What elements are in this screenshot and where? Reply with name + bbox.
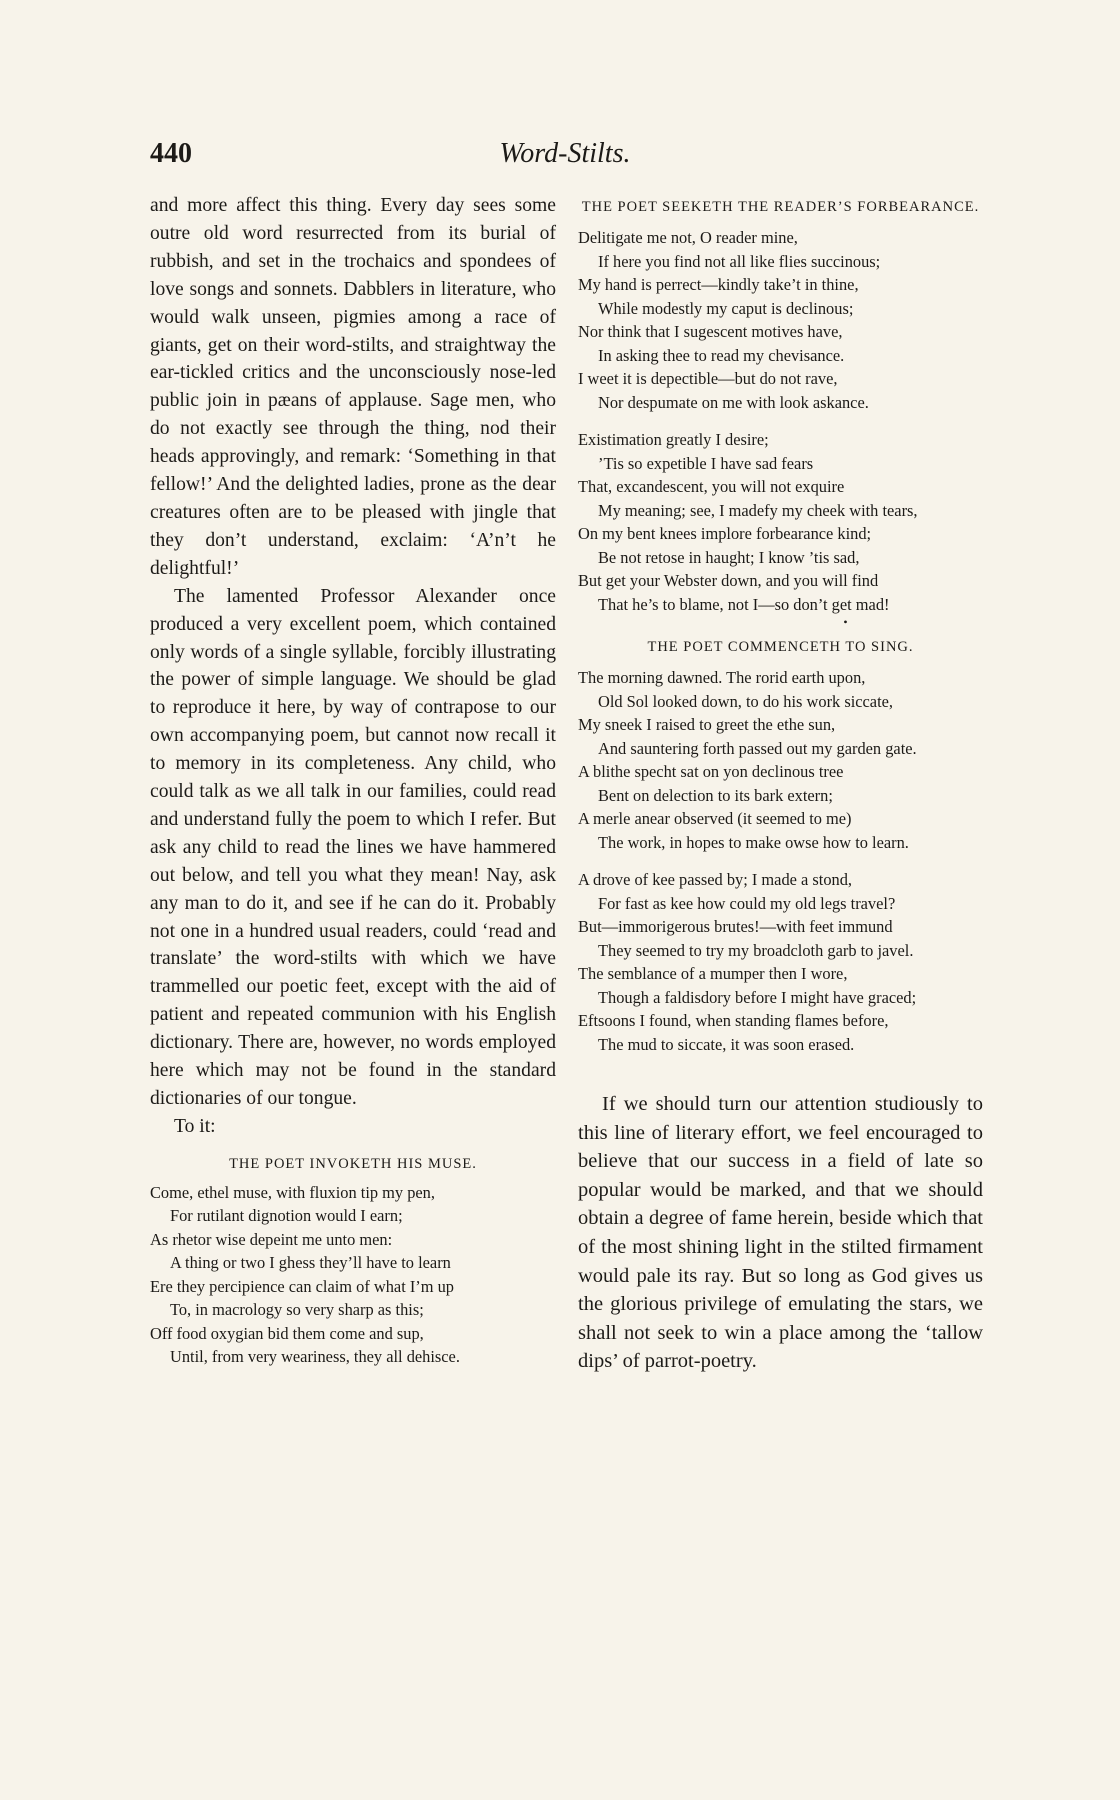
poem-line: A merle anear observed (it seemed to me)	[578, 809, 852, 828]
poem-line: Be not retose in haught; I know ’tis sad,	[598, 547, 860, 567]
running-title: Word-Stilts.	[499, 138, 631, 169]
poem-line: Ere they percipience can claim of what I’m up	[150, 1276, 454, 1296]
poem-line: But get your Webster down, and you will find	[578, 571, 879, 590]
poem-line: The morning dawned. The rorid earth upon,	[578, 668, 866, 687]
left-column	[150, 192, 556, 1369]
poem-stanza-forbearance-2	[578, 428, 983, 616]
poem-line: They seemed to try my broadcloth garb to javel.	[598, 940, 914, 960]
poem-line: My hand is perrect—kindly take’t in thine,	[578, 275, 859, 294]
page-header	[0, 138, 1120, 178]
page-number: 440	[150, 138, 192, 169]
poem-line: A drove of kee passed by; I made a stond,	[578, 870, 853, 889]
poem-line: Off food oxygian bid them come and sup,	[150, 1323, 424, 1343]
poem-line: And sauntering forth passed out my garden gate.	[598, 738, 917, 758]
poem-line: As rhetor wise depeint me unto men:	[150, 1229, 393, 1249]
paragraph-to-it: To it:	[174, 1115, 216, 1137]
poem-line: Nor despumate on me with look askance.	[598, 392, 869, 412]
poem-line: My sneek I raised to greet the ethe sun,	[578, 715, 836, 734]
poem-line: Bent on delection to its bark extern;	[598, 785, 833, 805]
poem-line: Delitigate me not, O reader mine,	[578, 228, 798, 247]
poem-line: ’Tis so expetible I have sad fears	[598, 453, 814, 473]
poem-line: The mud to siccate, it was soon erased.	[598, 1034, 855, 1054]
paragraph-word-stilts-fashion: and more affect this thing. Every day sees some outre old word resurrected from its burial of rubbish, and set in the trochaics and spondees of love songs and sonnets. Dabblers in literature, who would walk unseen, pigmies among a race of giants, get on their word-stilts, and straightway the ear-tickled critics and the unconsciously nose-led public join in pæans of applause. Sage men, who do not exactly see through the thing, nod their heads approvingly, and remark: ‘Something in that fellow!’ And the delighted ladies, prone as the dear creatures often are to be pleased with jingle that they don’t understand, exclaim: ‘A’n’t he delightful!’	[150, 195, 556, 579]
poem-line: For fast as kee how could my old legs travel?	[598, 893, 896, 913]
poem-line: Eftsoons I found, when standing flames before,	[578, 1011, 889, 1030]
paragraph-professor-alexander: The lamented Professor Alexander once produced a very excellent poem, which contained only words of a single syllable, forcibly illustrating the power of simple language. We should be glad to reproduce it here, by way of contrapose to our own accompanying poem, but cannot now recall it to memory in its completeness. Any child, who could talk as we all talk in our families, could read and understand fully the poem to which I refer. But ask any child to read the lines we have hammered out below, and tell you what they mean! Nay, ask any man to do it, and see if he can do it. Probably not one in a hundred usual readers, could ‘read and translate’ the word-stilts with which we have trammelled our poetic feet, except with the aid of patient and repeated communion with his English dictionary. There are, however, no words employed here which may not be found in the standard dictionaries of our tongue.	[150, 585, 556, 1109]
poem-line: Old Sol looked down, to do his work siccate,	[598, 691, 893, 711]
poem-line: Come, ethel muse, with fluxion tip my pen,	[150, 1182, 435, 1202]
right-column	[578, 198, 983, 1376]
poem-title-commenceth-sing: THE POET COMMENCETH TO SING.	[647, 639, 914, 655]
poem-title-invoketh-muse: THE POET INVOKETH HIS MUSE.	[229, 1155, 477, 1172]
poem-stanza-sing-1	[578, 666, 983, 854]
poem-title-forbearance: THE POET SEEKETH THE READER’S FORBEARANCE.	[581, 199, 980, 215]
poem-line: In asking thee to read my chevisance.	[598, 345, 845, 365]
poem-line: The semblance of a mumper then I wore,	[578, 964, 848, 983]
poem-line: I weet it is depectible—but do not rave,	[578, 369, 838, 388]
poem-line: To, in macrology so very sharp as this;	[170, 1300, 424, 1320]
poem-line: The work, in hopes to make owse how to learn.	[598, 832, 909, 852]
poem-line: Existimation greatly I desire;	[578, 430, 769, 449]
poem-line: On my bent knees implore forbearance kind;	[578, 524, 872, 543]
poem-stanza-muse	[150, 1181, 556, 1369]
poem-line: That, excandescent, you will not exquire	[578, 477, 845, 496]
poem-line: That he’s to blame, not I—so don’t get mad!	[598, 594, 890, 614]
poem-stanza-forbearance-1	[578, 226, 983, 414]
poem-stanza-sing-2	[578, 868, 983, 1056]
poem-line: While modestly my caput is declinous;	[598, 298, 854, 318]
poem-line: Though a faldisdory before I might have graced;	[598, 987, 917, 1007]
paragraph-closing: If we should turn our attention studiously to this line of literary effort, we feel encouraged to believe that our success in a field of late so popular would be marked, and that we should obtain a degree of fame herein, beside which that of the most shining light in the stilted firmament would pale its ray. But so long as God gives us the glorious privilege of emulating the stars, we shall not seek to win a place among the ‘tallow dips’ of parrot-poetry.	[578, 1093, 983, 1373]
ornament-dot: •	[843, 615, 848, 629]
poem-line: But—immorigerous brutes!—with feet immund	[578, 917, 893, 936]
poem-line: For rutilant dignotion would I earn;	[170, 1206, 403, 1226]
poem-line: If here you find not all like flies succinous;	[598, 251, 881, 271]
poem-line: My meaning; see, I madefy my cheek with tears,	[598, 500, 918, 520]
poem-line: A blithe specht sat on yon declinous tree	[578, 762, 844, 781]
poem-line: A thing or two I ghess they’ll have to learn	[170, 1253, 451, 1273]
poem-line: Nor think that I sugescent motives have,	[578, 322, 843, 341]
poem-line: Until, from very weariness, they all dehisce.	[170, 1347, 460, 1367]
